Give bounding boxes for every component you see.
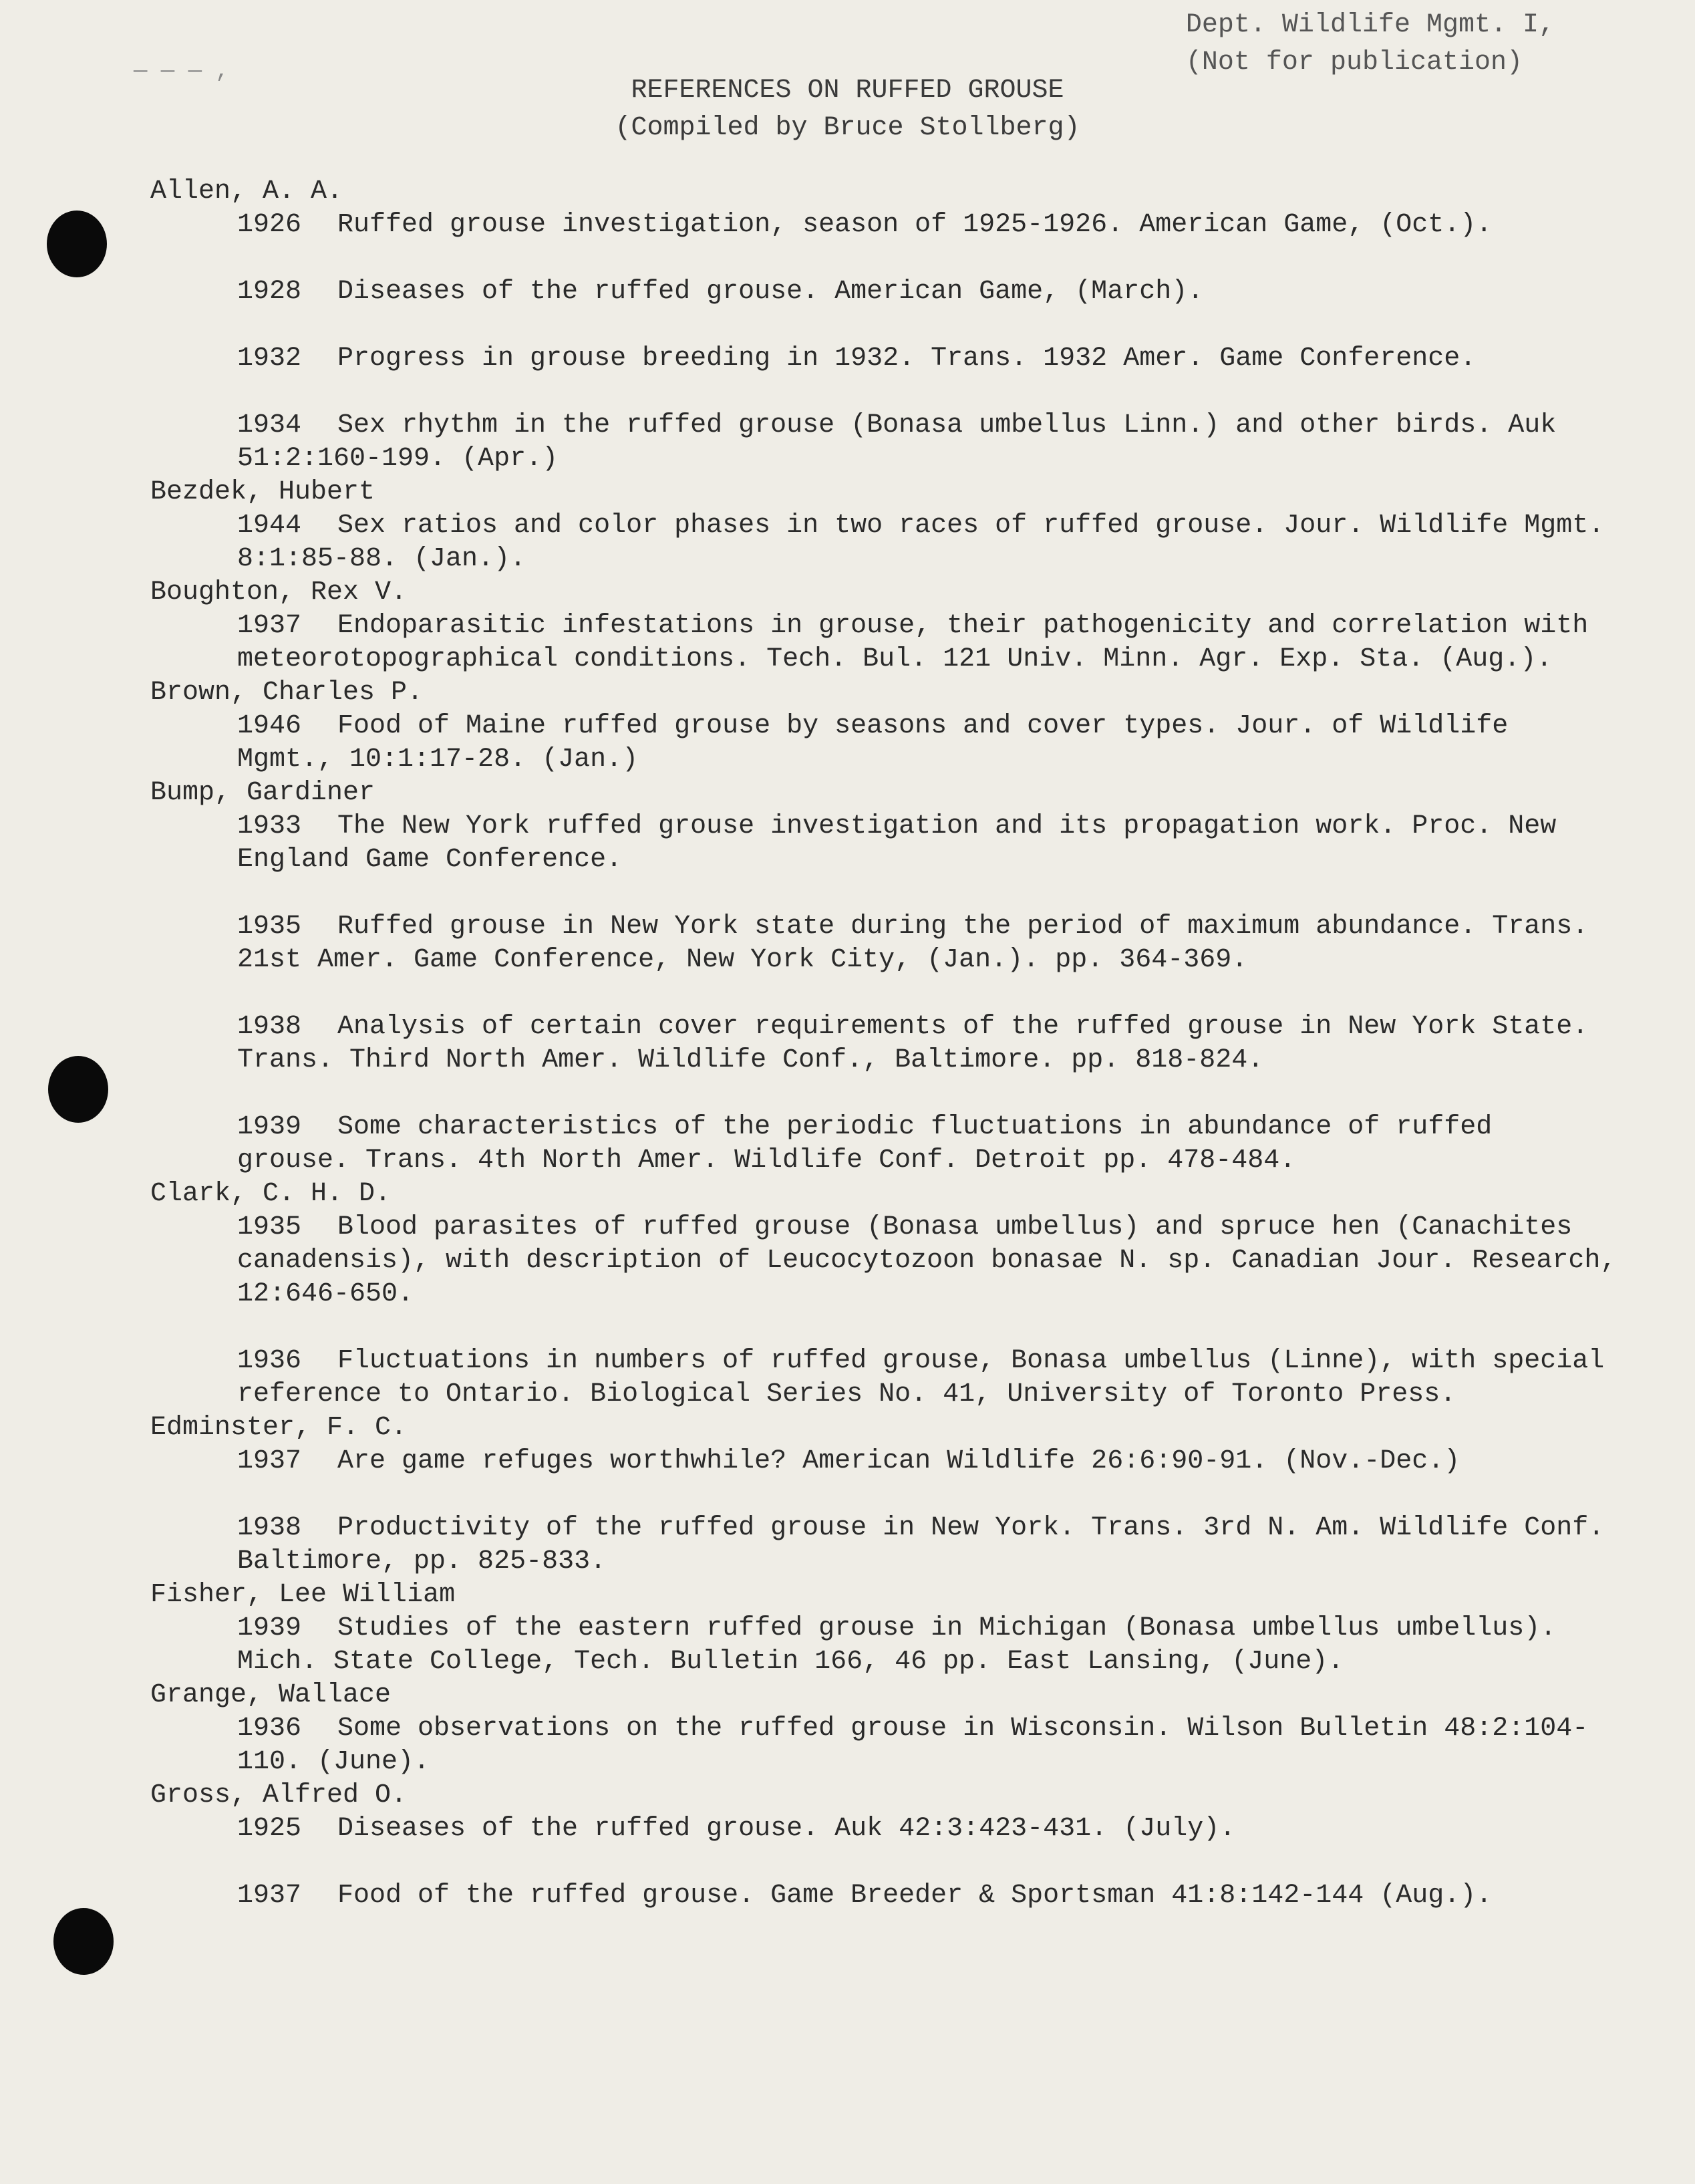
reference-entry xyxy=(237,209,1620,242)
entry-text: Some characteristics of the periodic fluctuations in abundance of ruffed grouse. Trans. 4th North Amer. Wildlife Conf. Detroit pp. 478-484. xyxy=(237,1112,1493,1176)
entry-year: 1937 xyxy=(237,611,302,641)
entry-text: Productivity of the ruffed grouse in New York. Trans. 3rd N. Am. Wildlife Conf. Baltimore, pp. 825-833. xyxy=(237,1513,1605,1577)
reference-entry xyxy=(237,409,1620,476)
entry-year: 1937 xyxy=(237,1881,302,1911)
corner-note-line: Dept. Wildlife Mgmt. I, xyxy=(1185,10,1555,40)
entry-text: The New York ruffed grouse investigation and its propagation work. Proc. New England Game Conference. xyxy=(237,811,1557,875)
entry-year: 1933 xyxy=(237,811,302,841)
entry-year: 1937 xyxy=(237,1446,302,1476)
entry-year: 1939 xyxy=(237,1613,302,1643)
document-subtitle: (Compiled by Bruce Stollberg) xyxy=(615,113,1080,143)
entry-year: 1926 xyxy=(237,210,302,240)
entry-year: 1935 xyxy=(237,1212,302,1242)
reference-entry xyxy=(237,710,1620,777)
entry-year: 1944 xyxy=(237,511,302,541)
reference-entry xyxy=(237,275,1620,309)
reference-author: Fisher, Lee William xyxy=(150,1580,456,1610)
entry-text: Fluctuations in numbers of ruffed grouse, Bonasa umbellus (Linne), with special reference to Ontario. Biological Series No. 41, University of Toronto Press. xyxy=(237,1346,1605,1409)
reference-entry xyxy=(237,1712,1620,1779)
stray-mark: — — — , xyxy=(134,59,229,84)
reference-author: Boughton, Rex V. xyxy=(150,577,408,607)
corner-note xyxy=(1186,7,1555,82)
reference-entry xyxy=(237,342,1620,376)
punch-hole-bottom xyxy=(53,1908,114,1975)
entry-text: Ruffed grouse in New York state during the period of maximum abundance. Trans. 21st Amer. Game Conference, New York City, (Jan.). pp. 364-369. xyxy=(237,912,1589,975)
reference-author: Allen, A. A. xyxy=(150,176,343,207)
reference-author: Brown, Charles P. xyxy=(150,678,424,708)
reference-author: Bump, Gardiner xyxy=(150,778,375,808)
entry-year: 1935 xyxy=(237,912,302,942)
entry-text: Diseases of the ruffed grouse. American Game, (March). xyxy=(337,277,1204,307)
entry-text: Endoparasitic infestations in grouse, their pathogenicity and correlation with meteorotopographical conditions. Tech. Bul. 121 Univ. Minn. Agr. Exp. Sta. (Aug.). xyxy=(237,611,1589,674)
entry-text: Some observations on the ruffed grouse in Wisconsin. Wilson Bulletin 48:2:104-110. (June). xyxy=(237,1714,1589,1777)
entry-year: 1938 xyxy=(237,1012,302,1042)
entry-text: Food of the ruffed grouse. Game Breeder & Sportsman 41:8:142-144 (Aug.). xyxy=(337,1881,1493,1911)
reference-entry xyxy=(237,1512,1620,1579)
entry-year: 1925 xyxy=(237,1814,302,1844)
reference-author: Bezdek, Hubert xyxy=(150,477,375,507)
entry-year: 1938 xyxy=(237,1513,302,1543)
entry-year: 1936 xyxy=(237,1346,302,1376)
corner-note-line: (Not for publication) xyxy=(1185,47,1523,78)
entry-year: 1939 xyxy=(237,1112,302,1142)
reference-entry xyxy=(237,1211,1620,1311)
entry-year: 1934 xyxy=(237,410,302,440)
reference-entry xyxy=(237,509,1620,576)
entry-text: Are game refuges worthwhile? American Wildlife 26:6:90-91. (Nov.-Dec.) xyxy=(337,1446,1460,1476)
reference-entry xyxy=(237,609,1620,676)
entry-year: 1928 xyxy=(237,277,302,307)
entry-text: Studies of the eastern ruffed grouse in Michigan (Bonasa umbellus umbellus). Mich. State College, Tech. Bulletin 166, 46 pp. East Lansing, (June). xyxy=(237,1613,1557,1677)
reference-author: Gross, Alfred O. xyxy=(150,1780,408,1810)
reference-entry xyxy=(237,1879,1620,1913)
reference-entry xyxy=(237,1111,1620,1178)
reference-author: Edminster, F. C. xyxy=(150,1413,408,1443)
reference-entry xyxy=(237,1445,1620,1478)
reference-list xyxy=(150,175,1620,1913)
entry-text: Blood parasites of ruffed grouse (Bonasa umbellus) and spruce hen (Canachites canadensis), with description of Leucocytozoon bonasae N. sp. Canadian Jour. Research, 12:646-650. xyxy=(237,1212,1617,1309)
punch-hole-middle xyxy=(48,1056,108,1123)
entry-text: Sex ratios and color phases in two races of ruffed grouse. Jour. Wildlife Mgmt. 8:1:85-88. (Jan.). xyxy=(237,511,1605,574)
entry-year: 1946 xyxy=(237,711,302,741)
reference-entry xyxy=(237,1812,1620,1846)
entry-text: Sex rhythm in the ruffed grouse (Bonasa umbellus Linn.) and other birds. Auk 51:2:160-199. (Apr.) xyxy=(237,410,1557,474)
document-title: REFERENCES ON RUFFED GROUSE xyxy=(631,76,1064,106)
reference-entry xyxy=(237,1345,1620,1411)
entry-text: Food of Maine ruffed grouse by seasons and cover types. Jour. of Wildlife Mgmt., 10:1:17-28. (Jan.) xyxy=(237,711,1509,775)
reference-author: Grange, Wallace xyxy=(150,1680,392,1710)
document-heading xyxy=(0,72,1695,147)
entry-text: Diseases of the ruffed grouse. Auk 42:3:423-431. (July). xyxy=(337,1814,1236,1844)
reference-author: Clark, C. H. D. xyxy=(150,1179,392,1209)
entry-text: Ruffed grouse investigation, season of 1925-1926. American Game, (Oct.). xyxy=(337,210,1493,240)
reference-entry xyxy=(237,1010,1620,1077)
punch-hole-top xyxy=(47,211,107,277)
entry-year: 1932 xyxy=(237,344,302,374)
reference-entry xyxy=(237,810,1620,877)
entry-text: Progress in grouse breeding in 1932. Trans. 1932 Amer. Game Conference. xyxy=(337,344,1477,374)
entry-text: Analysis of certain cover requirements of the ruffed grouse in New York State. Trans. Third North Amer. Wildlife Conf., Baltimore. pp. 818-824. xyxy=(237,1012,1589,1075)
entry-year: 1936 xyxy=(237,1714,302,1744)
reference-entry xyxy=(237,910,1620,977)
reference-entry xyxy=(237,1612,1620,1679)
